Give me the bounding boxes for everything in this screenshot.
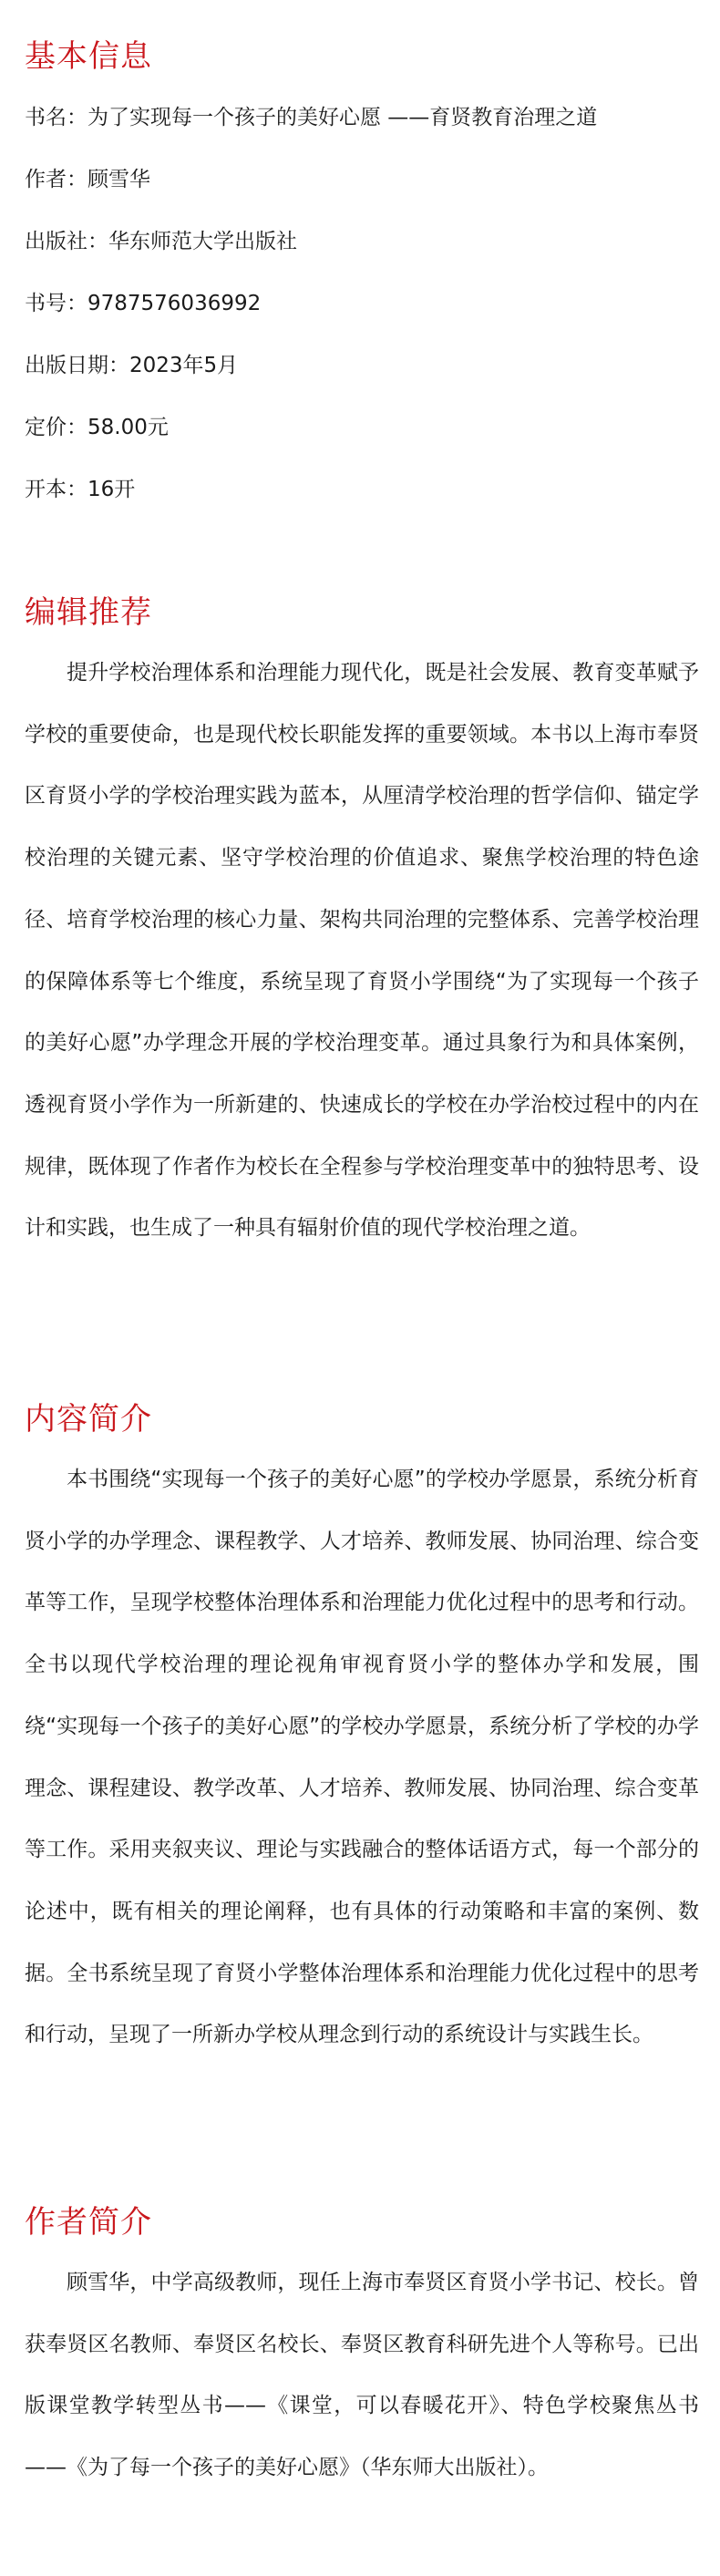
format-line: 开本：16开 xyxy=(25,478,136,501)
content-intro-text: 本书围绕“实现每一个孩子的美好心愿”的学校办学愿景，系统分析育贤小学的办学理念、课程教学、人才培养、教师发展、协同治理、综合变革等工作，呈现学校整体治理体系和治理能力优化过程中的思考和行动。全书以现代学校治理的理论视角审视育贤小学的整体办学和发展，围绕“实现每一个孩子的美好心愿”的学校办学愿景，系统分析了学校的办学理念、课程建设、教学改革、人才培养、教师发展、协同治理、综合变革等工作。采用夹叙夹议、理论与实践融合的整体话语方式，每一个部分的论述中，既有相关的理论阐释，也有具体的行动策略和丰富的案例、数据。全书系统呈现了育贤小学整体治理体系和治理能力优化过程中的思考和行动，呈现了一所新办学校从理念到行动的系统设计与实践生长。 xyxy=(25,1468,699,2047)
editor-recommendation-text: 提升学校治理体系和治理能力现代化，既是社会发展、教育变革赋予学校的重要使命，也是现代校长职能发挥的重要领域。本书以上海市奉贤区育贤小学的学校治理实践为蓝本，从厘清学校治理的哲学信仰、锚定学校治理的关键元素、坚守学校治理的价值追求、聚焦学校治理的特色途径、培育学校治理的核心力量、架构共同治理的完整体系、完善学校治理的保障体系等七个维度，系统呈现了育贤小学围绕“为了实现每一个孩子的美好心愿”办学理念开展的学校治理变革。通过具象行为和具体案例，透视育贤小学作为一所新建的、快速成长的学校在办学治校过程中的内在规律，既体现了作者作为校长在全程参与学校治理变革中的独特思考、设计和实践，也生成了一种具有辐射价值的现代学校治理之道。 xyxy=(25,661,699,1241)
basic-info-heading: 基本信息 xyxy=(25,38,152,75)
price-line: 定价：58.00元 xyxy=(25,416,169,439)
book-name-line: 书名：为了实现每一个孩子的美好心愿 ——育贤教育治理之道 xyxy=(25,106,598,129)
content-intro-heading: 内容简介 xyxy=(25,1401,152,1437)
editor-recommendation-heading: 编辑推荐 xyxy=(25,594,152,631)
author-intro-heading: 作者简介 xyxy=(25,2204,152,2241)
publish-date-line: 出版日期：2023年5月 xyxy=(25,354,239,377)
publisher-line: 出版社：华东师范大学出版社 xyxy=(25,230,297,253)
author-line: 作者：顾雪华 xyxy=(25,168,150,191)
isbn-line: 书号：9787576036992 xyxy=(25,292,262,315)
author-intro-text: 顾雪华，中学高级教师，现任上海市奉贤区育贤小学书记、校长。曾获奉贤区名教师、奉贤区名校长、奉贤区教育科研先进个人等称号。已出版课堂教学转型丛书——《课堂，可以春暖花开》、特色学校聚焦丛书——《为了每一个孩子的美好心愿》（华东师大出版社）。 xyxy=(25,2271,699,2480)
